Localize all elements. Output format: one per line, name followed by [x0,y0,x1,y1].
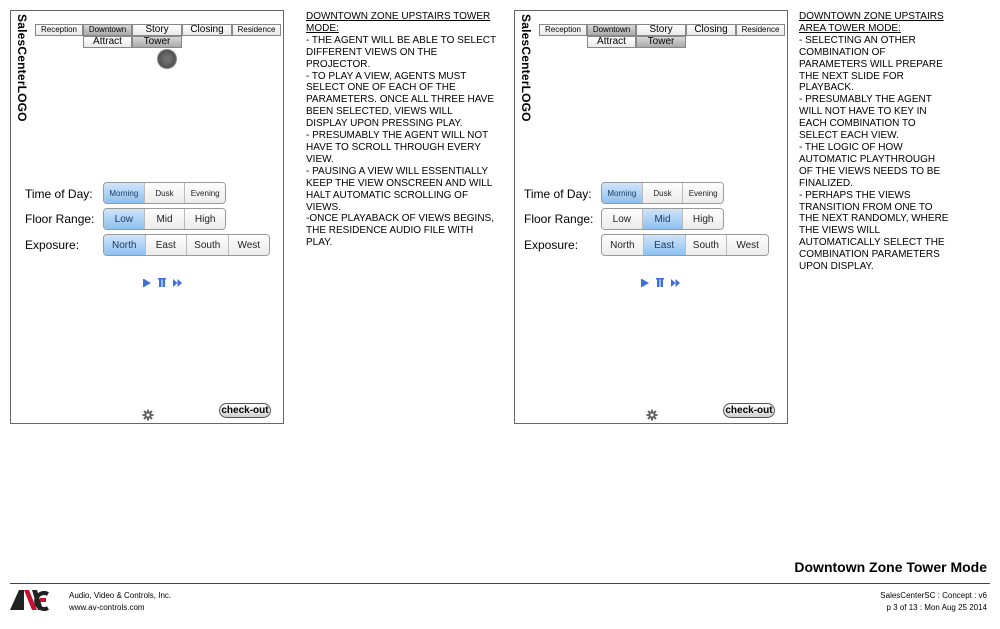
time-option-morning[interactable]: Morning [104,183,144,203]
ipad-screen-right [514,10,788,424]
nav-tower[interactable]: Tower [636,36,686,48]
time-of-day-selector [103,182,226,204]
note-line: - THE LOGIC OF HOW AUTOMATIC PLAYTHROUGH OF THE VIEWS NEEDS TO BE FINALIZED. [799,141,941,189]
exposure-option-east[interactable]: East [145,235,187,255]
notes-left [306,11,496,249]
exposure-option-north[interactable]: North [602,235,643,255]
exposure-option-south[interactable]: South [685,235,727,255]
touch-cursor [157,49,177,69]
floor-range-selector [103,208,226,230]
note-line: - PERHAPS THE VIEWS TRANSITION FROM ONE TO THE NEXT RANDOMLY, WHERE THE VIEWS WILL AUTOMATICALLY SELECT THE COMBINATION PARAMETERS UPON DISPLAY. [799,189,949,273]
salescenter-logo: SalesCenterLOGO [519,14,533,122]
floor-option-low[interactable]: Low [104,209,144,229]
checkout-button[interactable]: check-out [219,403,271,418]
time-option-morning[interactable]: Morning [602,183,642,203]
document-version: SalesCenterSC : Concept : v6 [880,591,987,600]
nav-story[interactable]: Story [132,24,182,36]
document-meta [880,590,987,614]
time-option-dusk[interactable]: Dusk [144,183,185,203]
salescenter-logo: SalesCenterLOGO [15,14,29,122]
nav-closing[interactable]: Closing [686,24,736,36]
nav-reception[interactable]: Reception [539,24,587,36]
exposure-selector [103,234,270,256]
page-number: p 3 of 13 : Mon Aug 25 2014 [886,603,987,612]
play-icon[interactable] [641,278,650,288]
nav-tower[interactable]: Tower [132,36,182,48]
nav-story[interactable]: Story [636,24,686,36]
company-name: Audio, Video & Controls, Inc. [69,591,172,600]
play-icon[interactable] [143,278,152,288]
ipad-screen-left [10,10,284,424]
exposure-option-north[interactable]: North [104,235,145,255]
notes-left-title: DOWNTOWN ZONE UPSTAIRS TOWER MODE: [306,11,491,34]
note-line: - SELECTING AN OTHER COMBINATION OF PARAMETERS WILL PREPARE THE NEXT SLIDE FOR PLAYBACK. [799,34,943,94]
nav-residence[interactable]: Residence [736,24,785,36]
note-line: - TO PLAY A VIEW, AGENTS MUST SELECT ONE OF EACH OF THE PARAMETERS. ONCE ALL THREE HAVE BEEN SELECTED, VIEWS WILL DISPLAY UPON PRESSING PLAY. [306,70,495,130]
notes-right [799,11,951,273]
nav-attract[interactable]: Attract [83,36,132,48]
floor-range-selector [601,208,724,230]
exposure-option-west[interactable]: West [228,235,270,255]
time-of-day-label: Time of Day: [25,187,93,201]
company-website[interactable]: www.av-controls.com [69,603,145,612]
exposure-option-south[interactable]: South [186,235,228,255]
note-line: -ONCE PLAYABACK OF VIEWS BEGINS, THE RESIDENCE AUDIO FILE WITH PLAY. [306,213,495,249]
checkout-button[interactable]: check-out [723,403,775,418]
gear-icon[interactable] [142,409,154,421]
exposure-label: Exposure: [25,238,80,252]
gear-icon[interactable] [646,409,658,421]
floor-range-label: Floor Range: [524,212,594,226]
note-line: - PRESUMABLY THE AGENT WILL NOT HAVE TO SCROLL THROUGH EVERY VIEW. [306,130,489,165]
nav-residence[interactable]: Residence [232,24,281,36]
slide-title: Downtown Zone Tower Mode [794,559,987,575]
pause-icon[interactable] [656,278,664,288]
floor-option-mid[interactable]: Mid [144,209,185,229]
time-option-evening[interactable]: Evening [184,183,225,203]
floor-option-low[interactable]: Low [602,209,642,229]
note-line: - PRESUMABLY THE AGENT WILL NOT HAVE TO KEY IN EACH COMBINATION TO SELECT EACH VIEW. [799,94,932,142]
notes-right-title: DOWNTOWN ZONE UPSTAIRS AREA TOWER MODE: [799,11,944,34]
fast-forward-icon[interactable] [172,278,183,288]
exposure-selector [601,234,769,256]
nav-reception[interactable]: Reception [35,24,83,36]
note-line: - THE AGENT WILL BE ABLE TO SELECT DIFFERENT VIEWS ON THE PROJECTOR. [306,34,496,70]
floor-range-label: Floor Range: [25,212,95,226]
floor-option-high[interactable]: High [184,209,225,229]
nav-attract[interactable]: Attract [587,36,636,48]
footer-divider [10,583,990,584]
playback-controls [641,278,681,288]
av-logo-icon [10,588,62,612]
time-option-dusk[interactable]: Dusk [642,183,683,203]
note-line: - PAUSING A VIEW WILL ESSENTIALLY KEEP THE VIEW ONSCREEN AND WILL HALT AUTOMATIC SCROLLING OF VIEWS. [306,165,492,213]
exposure-label: Exposure: [524,238,579,252]
playback-controls [143,278,183,288]
floor-option-mid[interactable]: Mid [642,209,683,229]
time-of-day-label: Time of Day: [524,187,592,201]
time-option-evening[interactable]: Evening [682,183,723,203]
time-of-day-selector [601,182,724,204]
exposure-option-west[interactable]: West [726,235,768,255]
company-info [69,590,171,614]
nav-downtown[interactable]: Downtown [83,24,132,36]
nav-closing[interactable]: Closing [182,24,232,36]
floor-option-high[interactable]: High [682,209,723,229]
pause-icon[interactable] [158,278,166,288]
exposure-option-east[interactable]: East [643,235,685,255]
nav-downtown[interactable]: Downtown [587,24,636,36]
fast-forward-icon[interactable] [670,278,681,288]
